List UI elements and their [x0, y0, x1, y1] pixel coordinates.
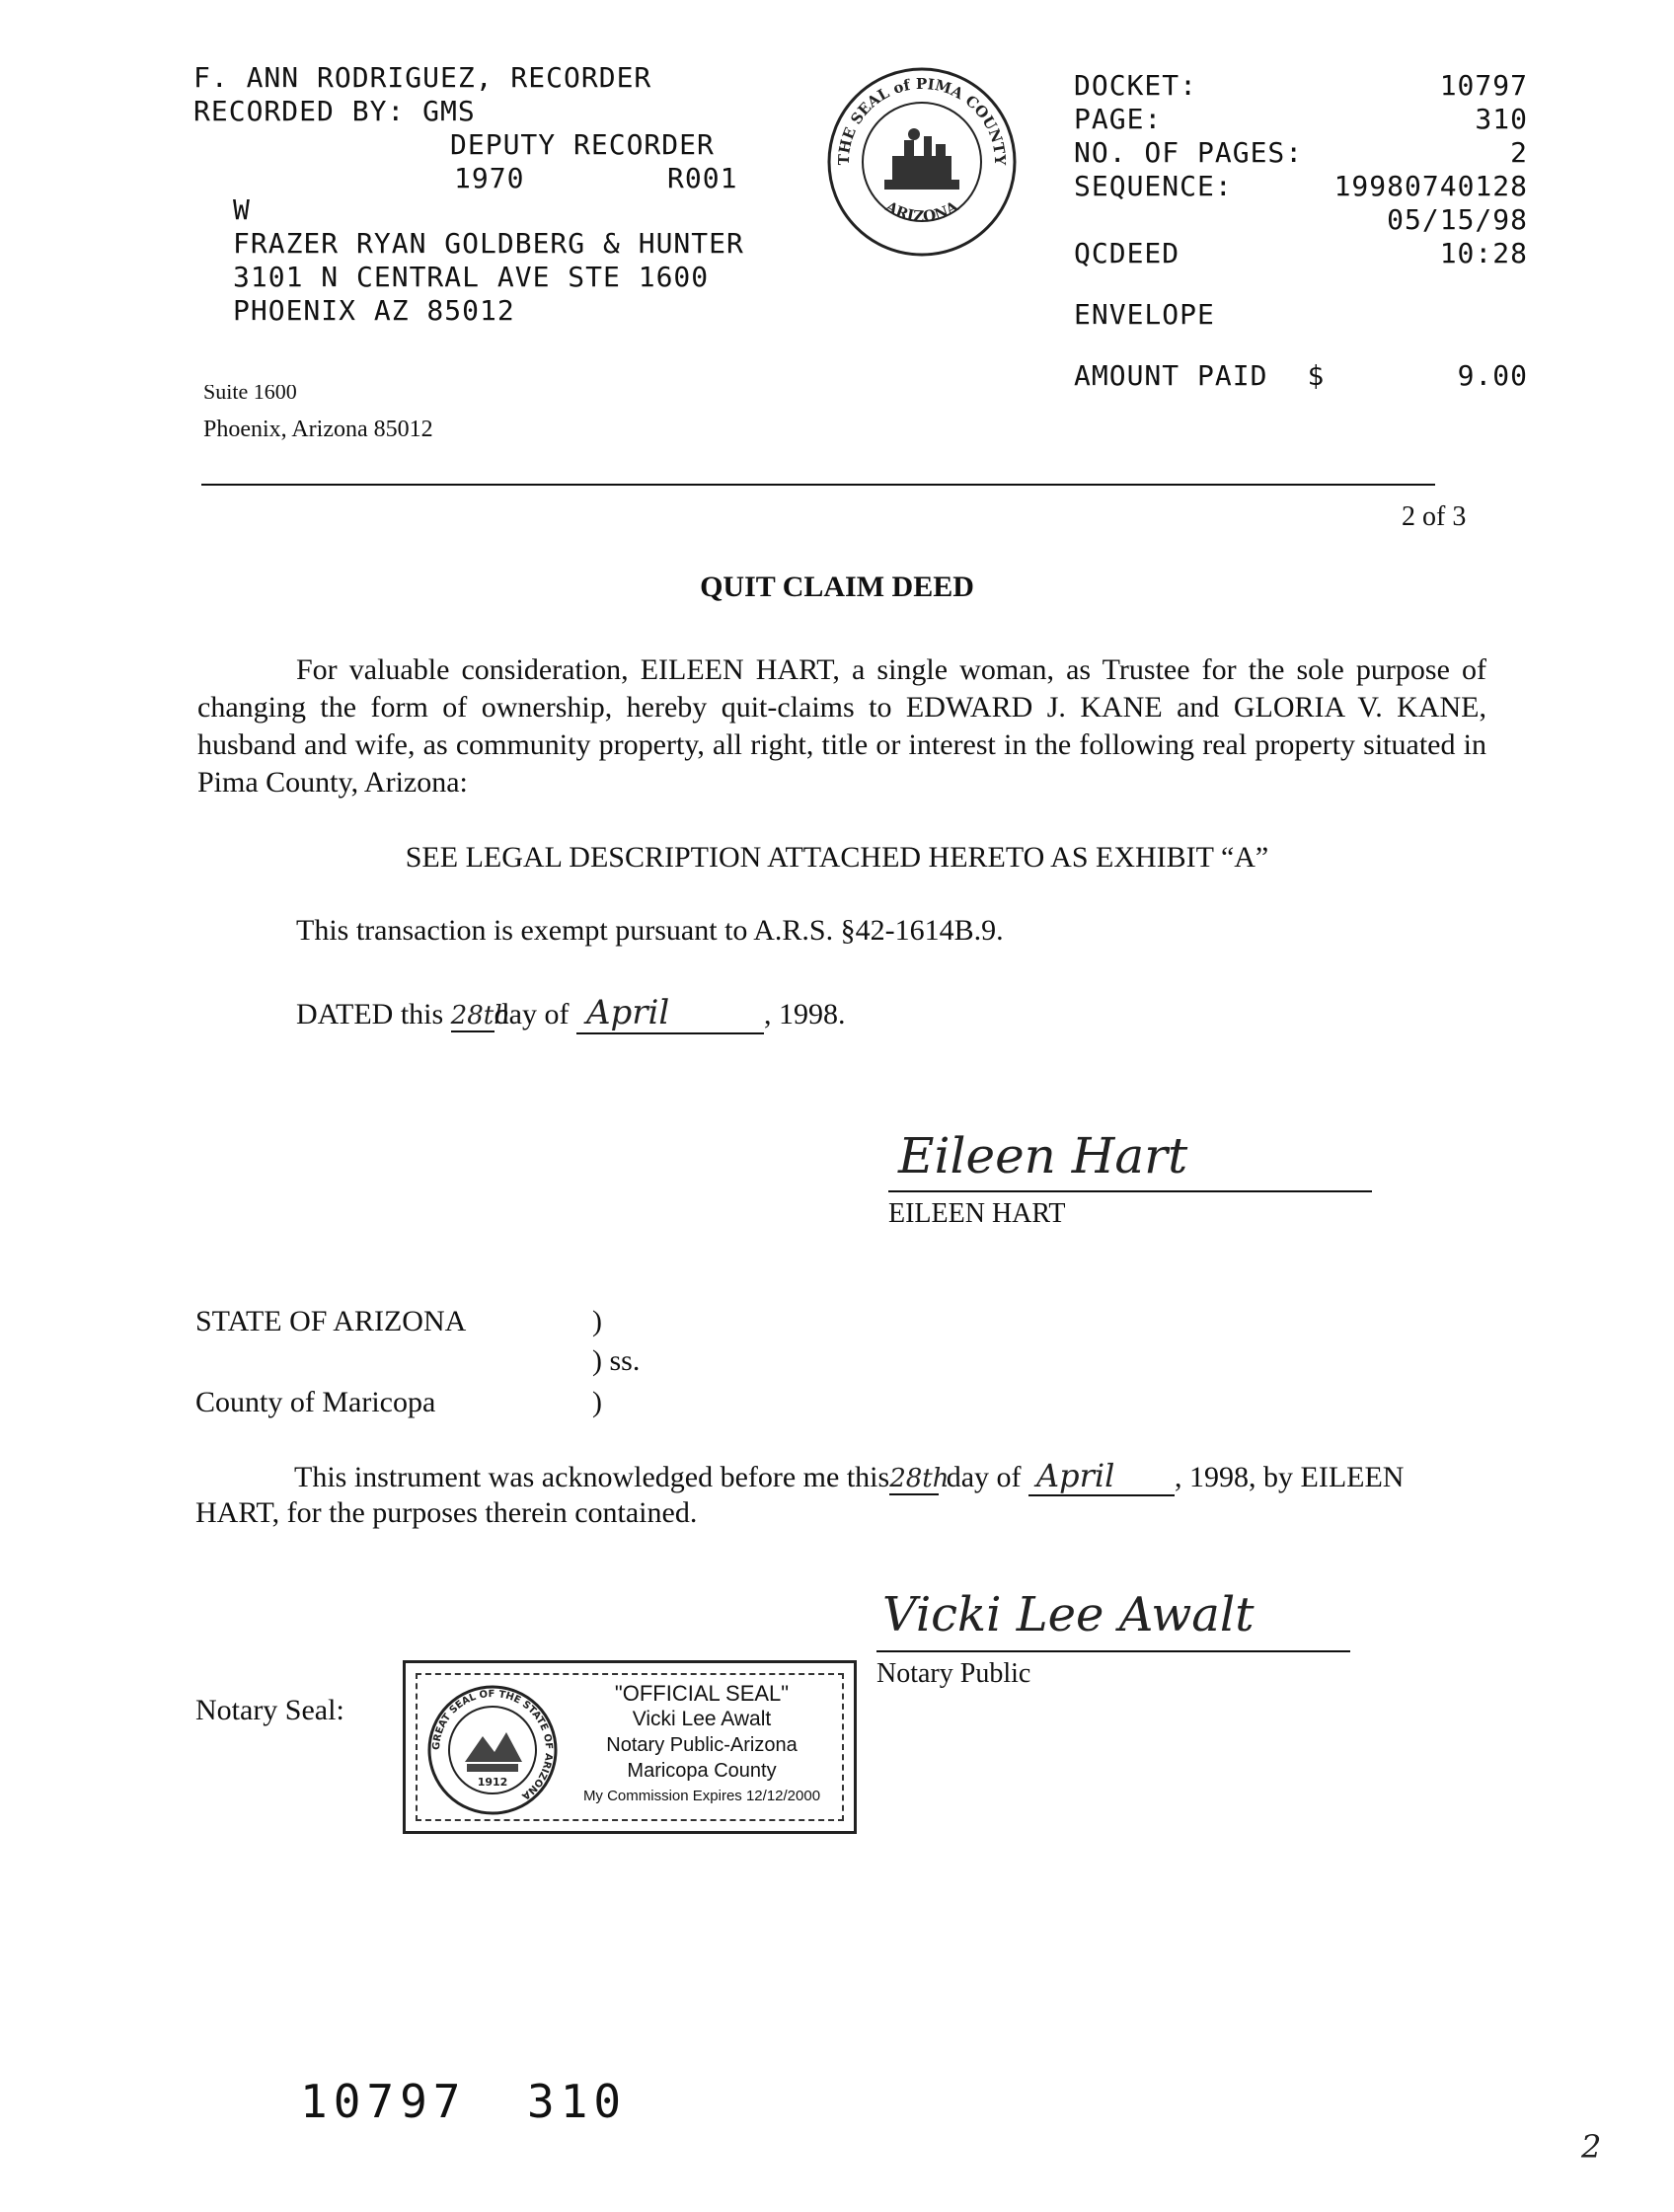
svg-text:THE SEAL of PIMA COUNTY: [835, 75, 1009, 166]
acknowledgment-line-1: [294, 1457, 1404, 1496]
seal-text-bottom: ARIZONA: [882, 197, 961, 226]
stamp-county: Maricopa County: [627, 1760, 777, 1782]
amount-currency: $: [1307, 359, 1326, 392]
venue-paren-ss: ) ss.: [592, 1344, 641, 1377]
deputy-recorder: DEPUTY RECORDER: [450, 128, 715, 161]
page-counter: 2 of 3: [1402, 501, 1467, 532]
recording-date: 05/15/98: [1387, 203, 1528, 236]
code-right: R001: [667, 162, 738, 194]
date-row: [1074, 203, 1528, 237]
venue-paren-3: ): [592, 1386, 602, 1418]
seal-text-top: THE SEAL of PIMA COUNTY: [834, 74, 1010, 166]
venue-state: STATE OF ARIZONA: [195, 1305, 467, 1337]
notary-title: Notary Public: [876, 1658, 1031, 1689]
acknowledgment-line-2: HART, for the purposes therein contained.: [195, 1496, 698, 1529]
ack-prefix: This instrument was acknowledged before me this: [294, 1461, 890, 1493]
conveyance-paragraph: For valuable consideration, EILEEN HART, a single woman, as Trustee for the sole purpose of changing the form of ownership, hereby quit-claims to EDWARD J. KANE and GLORIA V. KANE, husband and wife, as community property, all right, title or interest in the following real property situated in Pima County, Arizona:: [197, 653, 1486, 799]
stamp-notary-title: Notary Public-Arizona: [606, 1734, 798, 1756]
code-left: 1970: [454, 162, 525, 194]
seal-ring-text: GREAT SEAL OF THE STATE OF ARIZONA: [430, 1688, 555, 1802]
stamp-notary-name: Vicki Lee Awalt: [632, 1708, 772, 1730]
docket-value: 10797: [1439, 69, 1528, 102]
doctype-row: [1074, 237, 1528, 270]
sequence-value: 19980740128: [1333, 170, 1528, 202]
pages-row: [1074, 136, 1528, 170]
amount-row: [1074, 359, 1528, 393]
ack-month: April: [1028, 1457, 1175, 1496]
venue-paren-1: ): [592, 1305, 602, 1337]
dated-year: , 1998.: [763, 998, 846, 1030]
recording-info: [1074, 69, 1528, 393]
sequence-row: [1074, 170, 1528, 203]
footer-page: 310: [527, 2075, 628, 2128]
dated-mid: day of: [494, 998, 570, 1030]
addressee-block: [233, 227, 744, 328]
recorder-block: [193, 61, 651, 128]
official-notary-stamp: [403, 1660, 857, 1834]
stamp-heading: "OFFICIAL SEAL": [614, 1681, 790, 1706]
svg-text:ARIZONA: [881, 197, 961, 226]
grantor-signature-area: [888, 1121, 1372, 1230]
addressee-line-1: FRAZER RYAN GOLDBERG & HUNTER: [233, 227, 744, 260]
addressee-line-3: PHOENIX AZ 85012: [233, 294, 515, 327]
ack-mid: day of: [946, 1461, 1022, 1493]
notary-seal-label: Notary Seal:: [195, 1694, 344, 1726]
dated-day: 28th: [450, 1001, 510, 1030]
notary-signature-area: [876, 1579, 1350, 1690]
document-title: QUIT CLAIM DEED: [700, 571, 974, 603]
stamp-commission: My Commission Expires 12/12/2000: [582, 1788, 821, 1804]
pima-county-seal: [825, 65, 1019, 259]
sequence-label: SEQUENCE:: [1074, 170, 1233, 202]
arizona-great-seal-graphic: [425, 1683, 560, 1817]
page-label: PAGE:: [1074, 103, 1163, 135]
pages-label: NO. OF PAGES:: [1074, 136, 1304, 169]
w-mark: W: [233, 193, 251, 226]
recording-time: 10:28: [1439, 237, 1528, 269]
venue-county: County of Maricopa: [195, 1386, 436, 1418]
pages-value: 2: [1510, 136, 1528, 169]
envelope-row: [1074, 298, 1528, 332]
amount-value: 9.00: [1457, 359, 1528, 392]
docket-label: DOCKET:: [1074, 69, 1198, 102]
recorded-by: RECORDED BY: GMS: [193, 95, 476, 127]
envelope-label: ENVELOPE: [1074, 298, 1215, 331]
dated-prefix: DATED this: [296, 998, 444, 1030]
stamp-text: [564, 1681, 840, 1809]
seal-year: 1912: [477, 1776, 508, 1789]
amount-label: AMOUNT PAID: [1074, 359, 1268, 392]
page-row: [1074, 103, 1528, 136]
ack-day: 28th: [889, 1464, 950, 1493]
page-value: 310: [1475, 103, 1528, 135]
recorder-name: F. ANN RODRIGUEZ, RECORDER: [193, 61, 652, 94]
notary-signature: Vicki Lee Awalt: [876, 1579, 1350, 1652]
addressee-line-2: 3101 N CENTRAL AVE STE 1600: [233, 261, 710, 293]
header-divider: [201, 484, 1435, 486]
county-seal-graphic: [825, 65, 1019, 259]
return-address-city: Phoenix, Arizona 85012: [203, 417, 433, 442]
doc-type: QCDEED: [1074, 237, 1180, 269]
grantor-name: EILEEN HART: [888, 1198, 1066, 1229]
ack-suffix: , 1998, by EILEEN: [1175, 1461, 1405, 1493]
footer-docket: 10797: [300, 2075, 467, 2128]
legal-description: SEE LEGAL DESCRIPTION ATTACHED HERETO AS EXHIBIT “A”: [405, 841, 1269, 874]
corner-mark: 2: [1581, 2128, 1602, 2166]
docket-row: [1074, 69, 1528, 103]
return-address-suite: Suite 1600: [203, 385, 297, 403]
dated-month: April: [576, 993, 764, 1034]
grantor-signature: Eileen Hart: [888, 1121, 1372, 1192]
dated-line: [296, 993, 845, 1034]
exemption-statement: This transaction is exempt pursuant to A.R.S. §42-1614B.9.: [296, 914, 1004, 947]
